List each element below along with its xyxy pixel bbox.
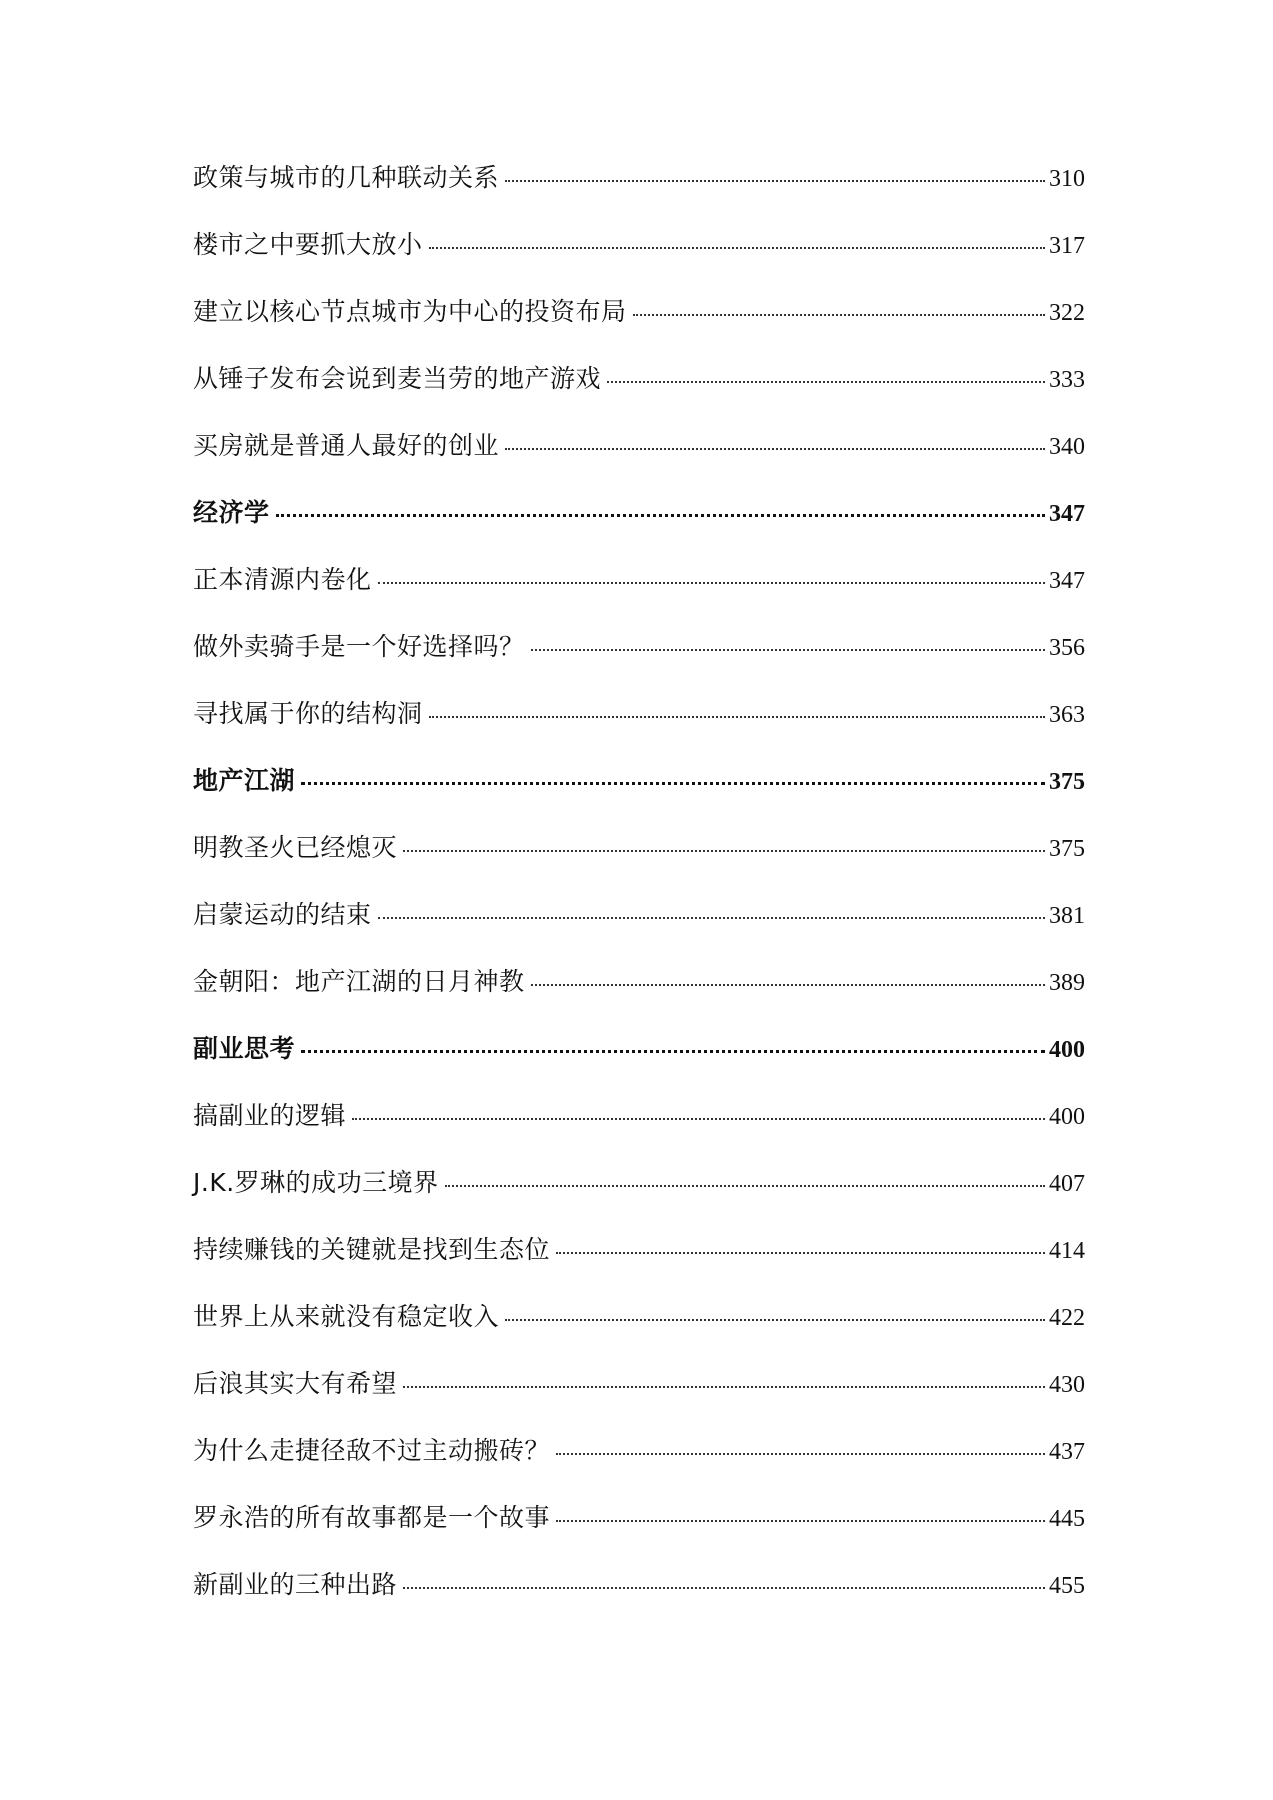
dot-leader	[556, 1230, 1045, 1254]
dot-leader	[531, 627, 1045, 651]
toc-entry-title: 寻找属于你的结构洞	[193, 699, 423, 728]
toc-section-title: 地产江湖	[193, 766, 296, 795]
toc-entry[interactable]	[193, 694, 1085, 761]
toc-section-heading[interactable]	[193, 1029, 1085, 1096]
dot-leader	[403, 828, 1045, 852]
toc-entry[interactable]	[193, 1163, 1085, 1230]
toc-entry-page: 407	[1049, 1171, 1085, 1197]
dot-leader	[607, 359, 1045, 383]
dot-leader	[531, 962, 1045, 986]
toc-entry-page: 437	[1049, 1439, 1085, 1465]
toc-entry-page: 455	[1049, 1573, 1085, 1599]
toc-entry[interactable]	[193, 1431, 1085, 1498]
toc-entry-title: J.K.罗琳的成功三境界	[193, 1168, 439, 1197]
toc-entry-page: 317	[1049, 233, 1085, 259]
table-of-contents	[193, 158, 1085, 1632]
toc-entry-title: 世界上从来就没有稳定收入	[193, 1302, 500, 1331]
toc-entry[interactable]	[193, 962, 1085, 1029]
toc-entry-page: 340	[1049, 434, 1085, 460]
toc-entry[interactable]	[193, 1364, 1085, 1431]
toc-section-page: 400	[1049, 1037, 1085, 1063]
toc-entry-title: 金朝阳：地产江湖的日月神教	[193, 967, 525, 996]
toc-entry-title: 从锤子发布会说到麦当劳的地产游戏	[193, 364, 602, 393]
toc-entry-page: 445	[1049, 1506, 1085, 1532]
toc-entry[interactable]	[193, 627, 1085, 694]
toc-section-page: 347	[1049, 501, 1085, 527]
toc-entry[interactable]	[193, 158, 1085, 225]
toc-entry[interactable]	[193, 895, 1085, 962]
dot-leader	[429, 225, 1045, 249]
toc-entry[interactable]	[193, 1230, 1085, 1297]
dot-leader	[445, 1163, 1045, 1187]
toc-entry[interactable]	[193, 225, 1085, 292]
toc-entry-title: 做外卖骑手是一个好选择吗？	[193, 632, 525, 661]
dot-leader	[633, 292, 1045, 316]
toc-entry-page: 356	[1049, 635, 1085, 661]
dot-leader	[352, 1096, 1045, 1120]
dot-leader	[276, 492, 1045, 517]
toc-entry-page: 414	[1049, 1238, 1085, 1264]
toc-entry[interactable]	[193, 359, 1085, 426]
toc-entry[interactable]	[193, 828, 1085, 895]
toc-entry-title: 正本清源内卷化	[193, 565, 372, 594]
toc-entry-page: 381	[1049, 903, 1085, 929]
dot-leader	[403, 1364, 1045, 1388]
toc-entry-title: 政策与城市的几种联动关系	[193, 163, 500, 192]
toc-entry-page: 400	[1049, 1104, 1085, 1130]
toc-entry-page: 375	[1049, 836, 1085, 862]
toc-entry[interactable]	[193, 1498, 1085, 1565]
toc-entry-page: 333	[1049, 367, 1085, 393]
toc-entry-title: 建立以核心节点城市为中心的投资布局	[193, 297, 627, 326]
toc-section-title: 经济学	[193, 498, 270, 527]
toc-entry-page: 363	[1049, 702, 1085, 728]
toc-entry[interactable]	[193, 1297, 1085, 1364]
dot-leader	[403, 1565, 1045, 1589]
toc-section-page: 375	[1049, 769, 1085, 795]
toc-entry-title: 楼市之中要抓大放小	[193, 230, 423, 259]
dot-leader	[505, 158, 1045, 182]
toc-section-title: 副业思考	[193, 1034, 296, 1063]
toc-entry[interactable]	[193, 1096, 1085, 1163]
dot-leader	[378, 895, 1045, 919]
toc-entry-page: 430	[1049, 1372, 1085, 1398]
toc-entry-title: 为什么走捷径敌不过主动搬砖？	[193, 1436, 551, 1465]
toc-entry-title: 持续赚钱的关键就是找到生态位	[193, 1235, 551, 1264]
toc-entry[interactable]	[193, 292, 1085, 359]
toc-section-heading[interactable]	[193, 493, 1085, 560]
toc-entry-title: 搞副业的逻辑	[193, 1101, 347, 1130]
toc-entry-title: 启蒙运动的结束	[193, 900, 372, 929]
dot-leader	[556, 1498, 1045, 1522]
toc-entry[interactable]	[193, 560, 1085, 627]
dot-leader	[301, 760, 1045, 785]
dot-leader	[429, 694, 1045, 718]
toc-entry-page: 389	[1049, 970, 1085, 996]
dot-leader	[505, 1297, 1045, 1321]
toc-entry-page: 322	[1049, 300, 1085, 326]
toc-section-heading[interactable]	[193, 761, 1085, 828]
toc-entry-page: 347	[1049, 568, 1085, 594]
dot-leader	[378, 560, 1045, 584]
toc-entry[interactable]	[193, 1565, 1085, 1632]
toc-entry-page: 310	[1049, 166, 1085, 192]
dot-leader	[556, 1431, 1045, 1455]
dot-leader	[505, 426, 1045, 450]
toc-entry-title: 明教圣火已经熄灭	[193, 833, 398, 862]
dot-leader	[301, 1028, 1045, 1053]
toc-entry-page: 422	[1049, 1305, 1085, 1331]
toc-entry-title: 新副业的三种出路	[193, 1570, 398, 1599]
toc-entry-title: 买房就是普通人最好的创业	[193, 431, 500, 460]
toc-entry[interactable]	[193, 426, 1085, 493]
toc-entry-title: 罗永浩的所有故事都是一个故事	[193, 1503, 551, 1532]
toc-entry-title: 后浪其实大有希望	[193, 1369, 398, 1398]
